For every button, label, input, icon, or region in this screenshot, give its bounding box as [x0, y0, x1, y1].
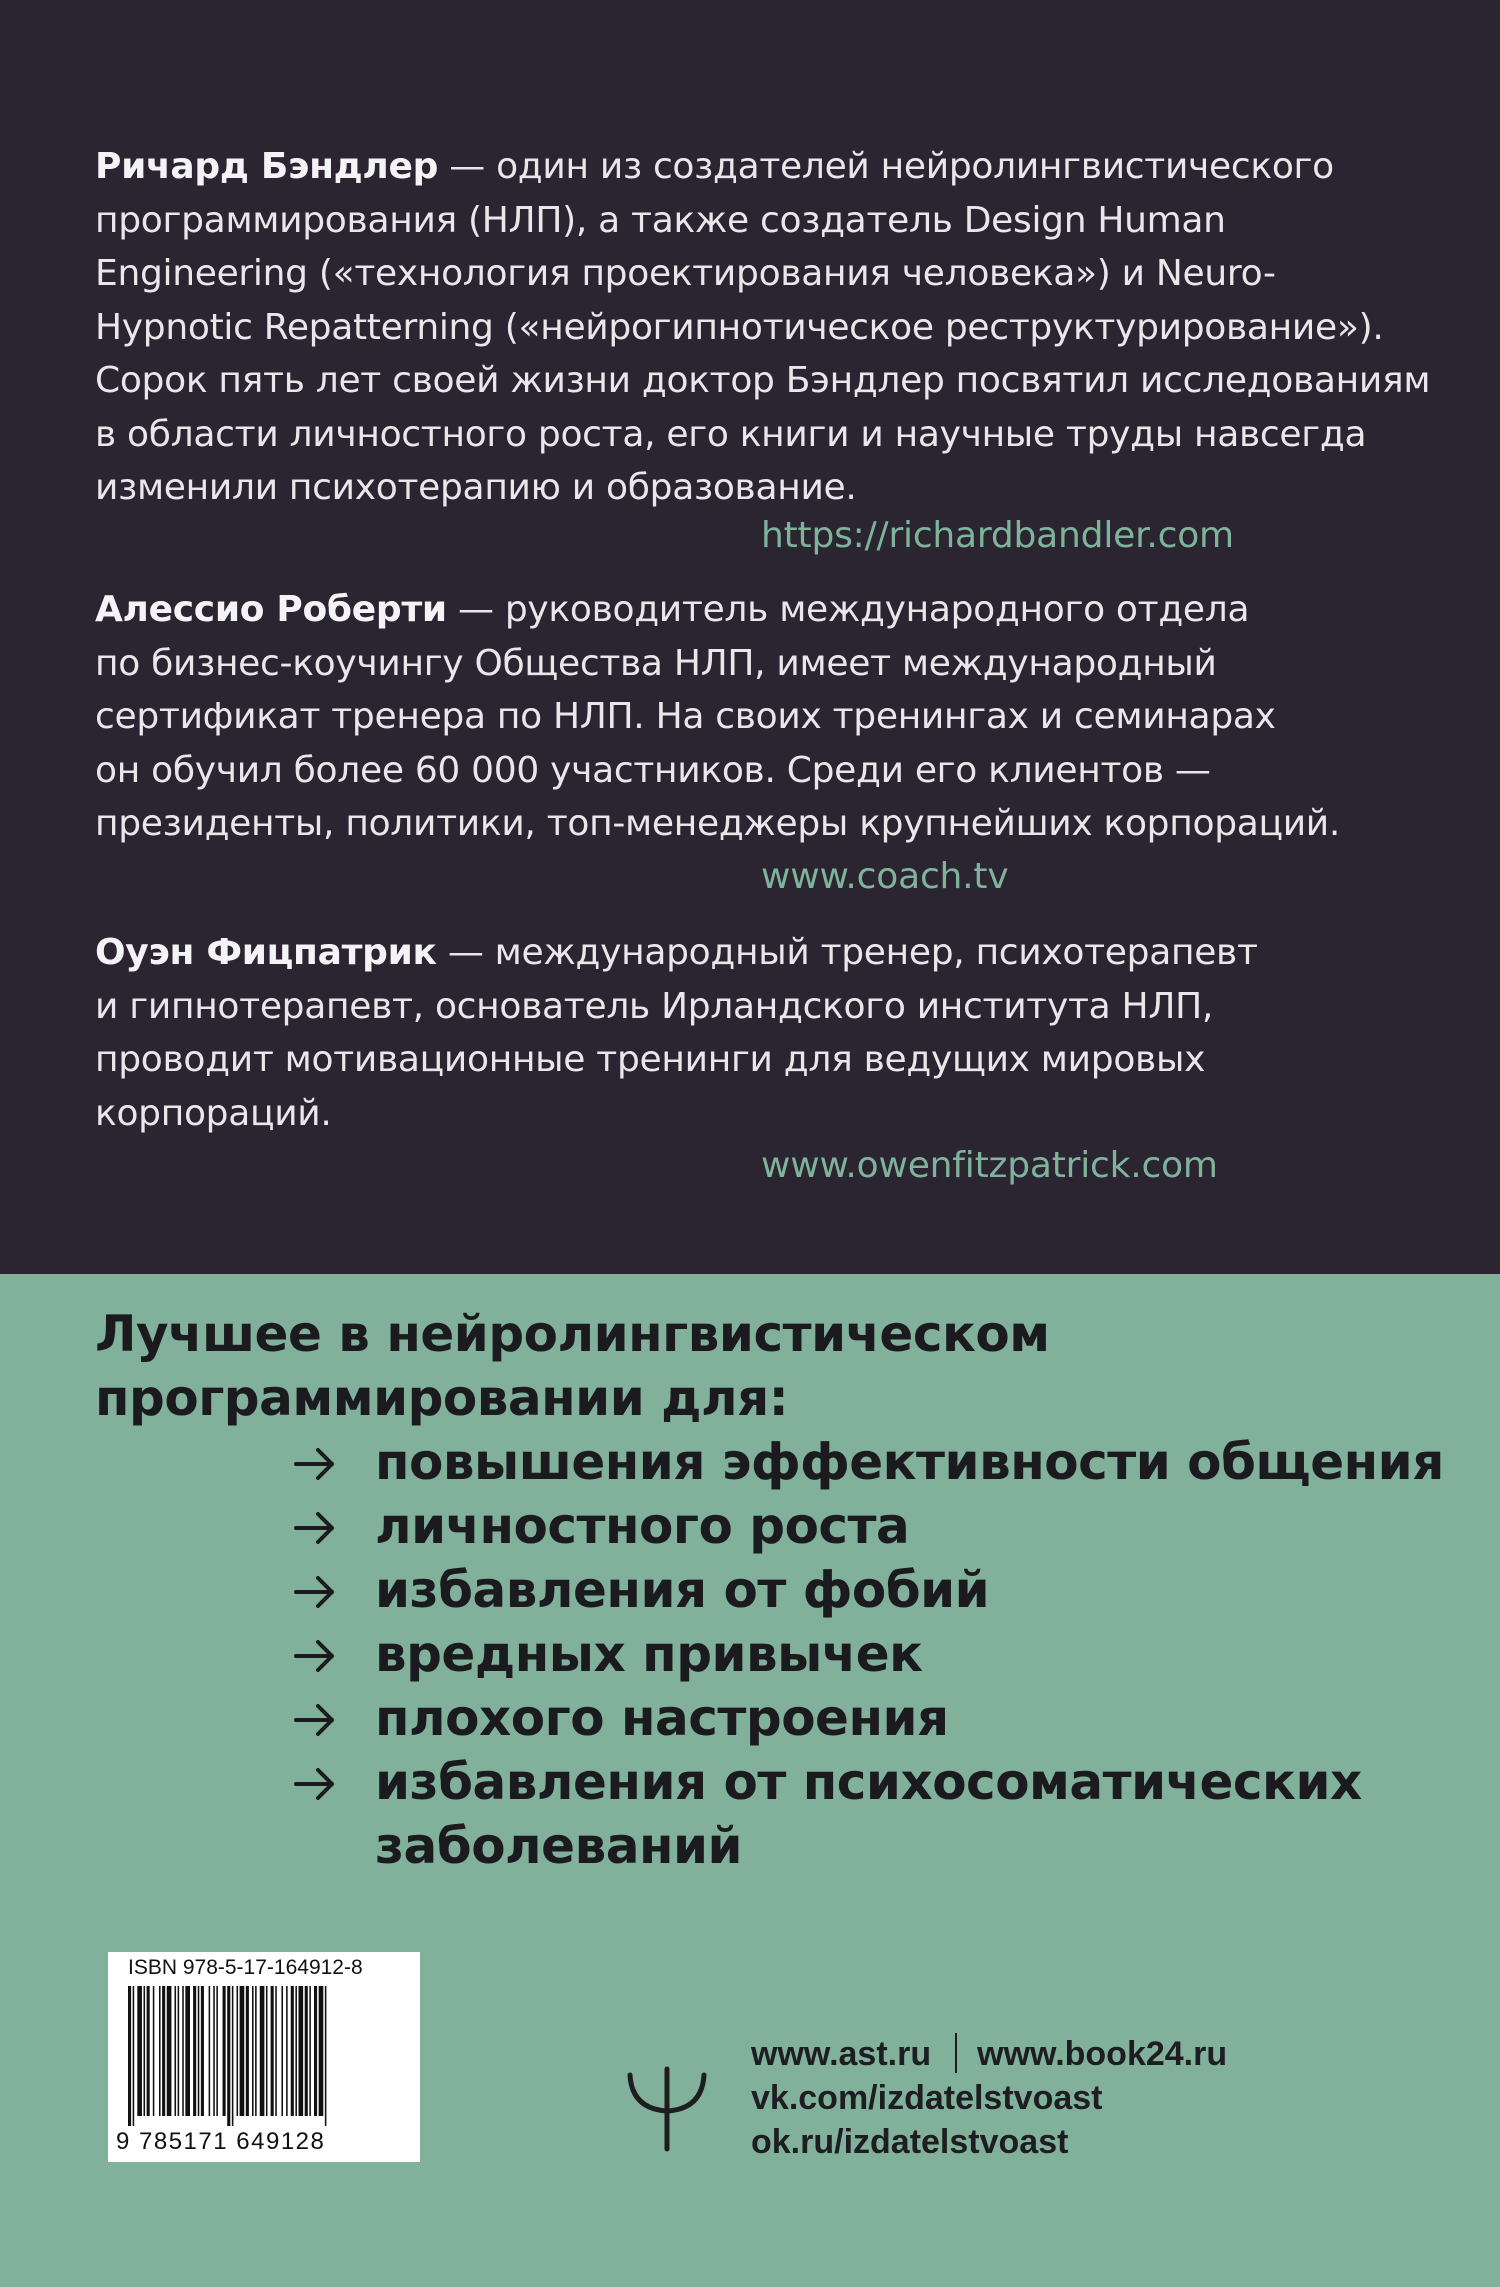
author-name: Оуэн Фицпатрик: [95, 932, 437, 973]
summary-heading-line: Лучшее в нейролингвистическом: [95, 1305, 1050, 1363]
arrow-right-icon: [292, 1430, 340, 1494]
author-name: Алессио Роберти: [95, 589, 447, 630]
barcode-bar: [271, 1986, 274, 2116]
list-item-text: плохого настроения: [375, 1689, 949, 1747]
barcode-bar: [128, 1986, 131, 2126]
isbn-label: ISBN 978-5-17-164912-8: [128, 1956, 363, 1979]
barcode-bar: [299, 1986, 304, 2116]
author-name: Ричард Бэндлер: [95, 146, 439, 187]
author-bio-bandler: [95, 140, 1435, 515]
list-item: [292, 1558, 1444, 1622]
barcode-bar: [266, 1986, 268, 2116]
bio-text: по бизнес-коучингу Общества НЛП, имеет международный: [95, 642, 1217, 684]
link-ast[interactable]: www.ast.ru: [751, 2035, 932, 2073]
bio-text: — международный тренер, психотерапевт: [436, 932, 1258, 973]
list-item-text: вредных привычек: [375, 1625, 923, 1683]
bio-text: — один из создателей нейролингвистического: [438, 146, 1334, 187]
barcode-bar: [281, 1986, 283, 2116]
list-item: [292, 1622, 1444, 1686]
barcode-bar: [159, 1986, 161, 2116]
barcode-bar: [295, 1986, 297, 2116]
barcode-bar: [325, 1986, 327, 2126]
barcode-bar: [232, 1986, 234, 2126]
barcode-bar: [185, 1986, 190, 2116]
psi-logo-icon: [622, 2065, 712, 2153]
barcode-bar: [275, 1986, 277, 2116]
author-bio-roberti: [95, 583, 1435, 851]
arrow-right-icon: [292, 1494, 340, 1558]
bio-text: корпораций.: [95, 1092, 332, 1134]
arrow-right-icon: [292, 1686, 340, 1750]
barcode-bar: [309, 1986, 311, 2116]
author-url-fitzpatrick[interactable]: www.owenfitzpatrick.com: [761, 1145, 1218, 1186]
barcode-bar: [201, 1986, 204, 2116]
isbn-barcode-block: [108, 1952, 420, 2162]
barcode-bar: [133, 1986, 135, 2126]
list-item: [292, 1494, 1444, 1558]
bio-text: изменили психотерапию и образование.: [95, 467, 857, 508]
barcode-bar: [216, 1986, 218, 2116]
bio-text: и гипнотерапевт, основатель Ирландского института НЛП,: [95, 985, 1214, 1027]
bio-text: программирования (НЛП), а также создатель Design Human: [95, 199, 1226, 241]
barcode-bar: [193, 1986, 196, 2116]
barcode-bar: [137, 1986, 142, 2116]
link-vk[interactable]: vk.com/izdatelstvoast: [751, 2079, 1103, 2117]
list-item-text: избавления от фобий: [375, 1561, 990, 1619]
bio-text: Hypnotic Repatterning («нейрогипнотическое реструктурирование»).: [95, 306, 1384, 348]
bio-text: в области личностного роста, его книги и научные труды навсегда: [95, 413, 1367, 455]
barcode-bar: [286, 1986, 288, 2116]
barcode-icon: [126, 1986, 404, 2126]
summary-heading: [95, 1302, 1050, 1430]
barcode-bar: [227, 1986, 230, 2126]
divider: [955, 2033, 957, 2073]
list-item-text: повышения эффективности общения: [375, 1433, 1444, 1491]
barcode-bar: [175, 1986, 177, 2116]
barcode-bar: [223, 1986, 226, 2116]
bio-text: он обучил более 60 000 участников. Среди его клиентов —: [95, 749, 1211, 791]
barcode-bar: [198, 1986, 200, 2116]
author-url-roberti[interactable]: www.coach.tv: [761, 856, 1009, 897]
link-ok[interactable]: ok.ru/izdatelstvoast: [751, 2123, 1069, 2161]
author-bio-fitzpatrick: [95, 926, 1435, 1140]
barcode-bar: [167, 1986, 172, 2116]
list-item: [292, 1750, 1444, 1878]
barcode-bar: [178, 1986, 180, 2116]
barcode-bar: [153, 1986, 155, 2116]
bio-text: сертификат тренера по НЛП. На своих тренингах и семинарах: [95, 696, 1276, 737]
list-item-text: заболеваний: [375, 1817, 743, 1875]
bio-text: президенты, политики, топ-менеджеры крупнейших корпораций.: [95, 803, 1341, 844]
list-item-text: избавления от психосоматических: [375, 1753, 1362, 1811]
barcode-bar: [240, 1986, 245, 2116]
list-item: [292, 1430, 1444, 1494]
bio-text: — руководитель международного отдела: [446, 589, 1250, 630]
benefits-list: [292, 1430, 1444, 1878]
barcode-bar: [237, 1986, 239, 2116]
arrow-right-icon: [292, 1558, 340, 1622]
barcode-bar: [314, 1986, 317, 2116]
barcode-bar: [319, 1986, 324, 2116]
link-book24[interactable]: www.book24.ru: [977, 2035, 1228, 2073]
barcode-bar: [246, 1986, 249, 2116]
bio-text: Engineering («технология проектирования человека») и Neuro-: [95, 253, 1276, 294]
barcode-bar: [162, 1986, 165, 2116]
isbn-digits: 9 785171 649128: [116, 2128, 326, 2155]
list-item: [292, 1686, 1444, 1750]
barcode-bar: [252, 1986, 254, 2116]
bio-text: проводит мотивационные тренинги для ведущих мировых: [95, 1039, 1206, 1080]
barcode-bar: [255, 1986, 257, 2116]
barcode-bar: [182, 1986, 184, 2116]
barcode-bar: [147, 1986, 150, 2116]
arrow-right-icon: [292, 1750, 340, 1814]
barcode-bar: [305, 1986, 308, 2116]
barcode-bar: [213, 1986, 215, 2116]
barcode-bar: [209, 1986, 211, 2116]
list-item-text: личностного роста: [375, 1497, 910, 1555]
publisher-links: [751, 2032, 1227, 2164]
arrow-right-icon: [292, 1622, 340, 1686]
bio-text: Сорок пять лет своей жизни доктор Бэндлер посвятил исследованиям: [95, 360, 1431, 401]
barcode-bar: [260, 1986, 265, 2116]
barcode-bar: [291, 1986, 294, 2116]
author-url-bandler[interactable]: https://richardbandler.com: [761, 515, 1234, 556]
barcode-bar: [144, 1986, 146, 2116]
summary-heading-line: программировании для:: [95, 1369, 789, 1427]
